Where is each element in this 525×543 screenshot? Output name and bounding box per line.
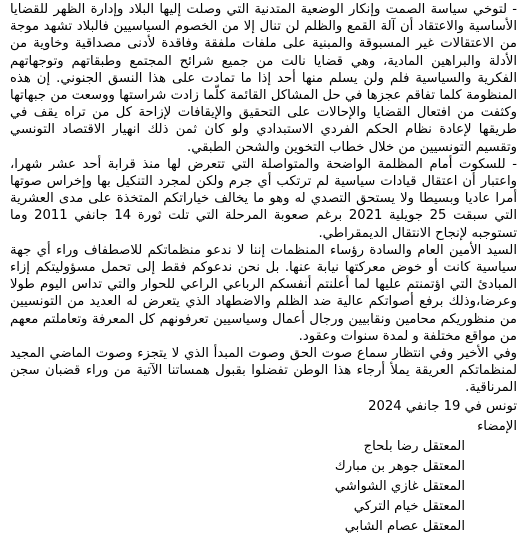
paragraph-silence-policy: - لتوخي سياسة الصمت وإنكار الوضعية المتدنية التي وصلت إليها البلاد وإدارة الظهر للقضايا الأساسية والاعتقاد أن آلة القمع والظلم لن تنال إلا من الخصوم السياسيين فالبلاد تشهد موجة من الاعتقالات غير المسبوقة والمبنية على ملفات ملفقة وفاقدة لأدنى مصداقية وخاوية من الأدلة والبراهين المادية، وهي قضايا نالت من جميع شرائح المجتمع وطبقاتهم وتوجهاتهم الفكرية والسياسية فلم ولن يسلم منها أحد إذا ما تمادت على هذا النسق الجنوني. إن هذه المنظومة كلما تفاقم عجزها في حل المشاكل القائمة كلّما زادت شراستها ووسعت من جبهاتها وكثفت من افتعال القضايا والإحالات على التحقيق والإيقافات لإزاحة كل من تراه يقف في طريقها لإعادة نظام الحكم الفردي الاستبدادي ولو كان ثمن ذلك انهيار الاقتصاد التونسي وتقسيم التونسيين من خلال خطاب التخوين والشحن الطبقي. [10,2,517,155]
signatory-item: المعتقل جوهر بن مبارك [334,458,465,474]
paragraph-appeal-to-organizations: السيد الأمين العام والسادة رؤساء المنظمات إننا لا ندعو منظماتكم للاصطفاف وراء أي جهة سياسية كانت أو خوض معركتها نيابة عنها. بل نحن ندعوكم فقط إلى تحمل مسؤوليتكم إزاء المبادئ التي اؤتمنتم عليها لما أعلنتم أنفسكم الرباعي الراعي للحوار والتي تداس اليوم طولا وعرضا،وذلك برفع أصواتكم عالية ضد الظلم والاضطهاد الذي يتعرض له العديد من التونسيين من منظوريكم محامين ونقابيين ورجال أعمال وسياسيين تعرفونهم كل المعرفة وتعاملتم معهم من مواقع مختلفة و لمدة سنوات وعقود. [10,242,517,344]
signatory-list [10,437,517,537]
paragraph-closing: وفي الأخير وفي انتظار سماع صوت الحق وصوت المبدأ الذي لا يتجزء وصوت الماضي المجيد لمنظماتكم العريقة يملأ أرجاء هذا الوطن تفضلوا بقبول همساتنا الآتية من وراء قضبان سجن المرناقية. [10,346,517,396]
signatory-item: المعتقل عصام الشابي [344,518,465,534]
paragraph-ongoing-injustice: - للسكوت أمام المظلمة الواضحة والمتواصلة التي تتعرض لها منذ قرابة أحد عشر شهرا، واعتبار أن اعتقال قيادات سياسية لم ترتكب أي جرم ولكن لمجرد التنكيل بها وإخراس صوتها أمرا عاديا وبسيطا ولا يستحق التصدي له وهو ما يخالف خياراتكم المتخذة على مدى العشرية التي سبقت 25 جويلية 2021 برغم صعوبة المرحلة التي تلت ثورة 14 جانفي 2011 وما تستوجبه لإنجاح الانتقال الديمقراطي. [10,156,517,241]
date-line: تونس في 19 جانفي 2024 [368,398,517,414]
signature-label: الإمضاء [477,418,517,434]
signatory-item: المعتقل خيام التركي [353,498,465,514]
signatory-item: المعتقل رضا بلحاج [363,438,465,454]
signatory-item: المعتقل غازي الشواشي [334,478,465,494]
